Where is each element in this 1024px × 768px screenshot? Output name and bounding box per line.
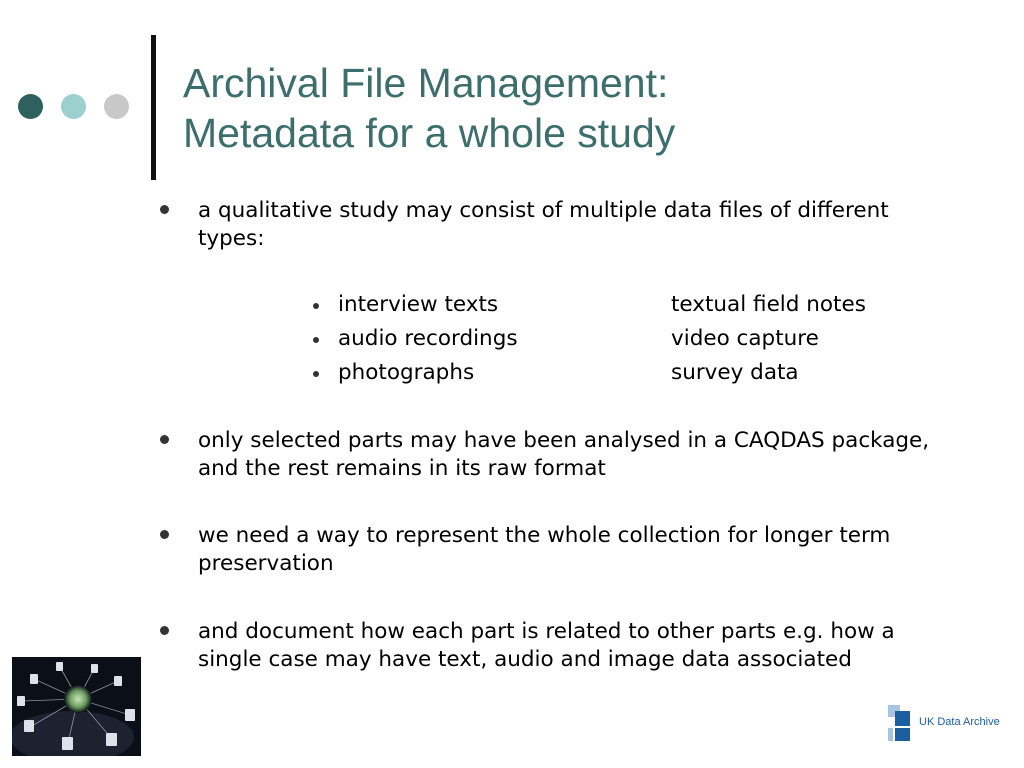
bullet-marker	[160, 626, 169, 635]
sub-bullet-marker	[313, 303, 319, 309]
decor-dot-grey	[104, 94, 129, 119]
file-type-item	[313, 291, 498, 319]
bullet-text: only selected parts may have been analysed in a CAQDAS package, and the rest remains in its raw format	[198, 428, 930, 481]
sub-bullet-marker	[313, 371, 319, 377]
slide-title	[183, 58, 675, 158]
logo-square-bottom	[895, 728, 910, 741]
logo-square-main	[895, 711, 910, 726]
file-type-item	[313, 359, 474, 387]
decor-dot-light	[61, 94, 86, 119]
bullet-text: and document how each part is related to other parts e.g. how a single case may have text, audio and image data associated	[198, 619, 895, 672]
bullet-marker	[160, 205, 169, 214]
bullet-marker	[160, 435, 169, 444]
bullet-text: a qualitative study may consist of multiple data files of different types:	[198, 198, 889, 251]
bullet-item	[160, 197, 960, 253]
title-line-2: Metadata for a whole study	[183, 110, 676, 156]
bullet-item	[160, 427, 960, 483]
network-illustration	[12, 657, 141, 756]
logo-label: UK Data Archive	[919, 716, 1000, 728]
decor-dot-dark	[18, 94, 43, 119]
title-line-1: Archival File Management:	[183, 60, 669, 106]
sub-bullet-marker	[313, 337, 319, 343]
title-divider	[151, 35, 156, 180]
bullet-item	[160, 522, 960, 578]
file-type-label: video capture	[671, 326, 819, 351]
file-type-item	[313, 325, 518, 353]
file-type-label: survey data	[671, 360, 799, 385]
bullet-marker	[160, 530, 169, 539]
bullet-item	[160, 618, 960, 674]
file-type-label: audio recordings	[338, 326, 518, 351]
file-type-label: photographs	[338, 360, 475, 385]
uk-data-archive-logo	[888, 703, 1008, 745]
file-type-label: interview texts	[338, 292, 499, 317]
file-type-label: textual field notes	[671, 292, 866, 317]
network-image	[12, 657, 141, 756]
logo-square-side	[888, 728, 893, 741]
bullet-text: we need a way to represent the whole collection for longer term preservation	[198, 523, 891, 576]
